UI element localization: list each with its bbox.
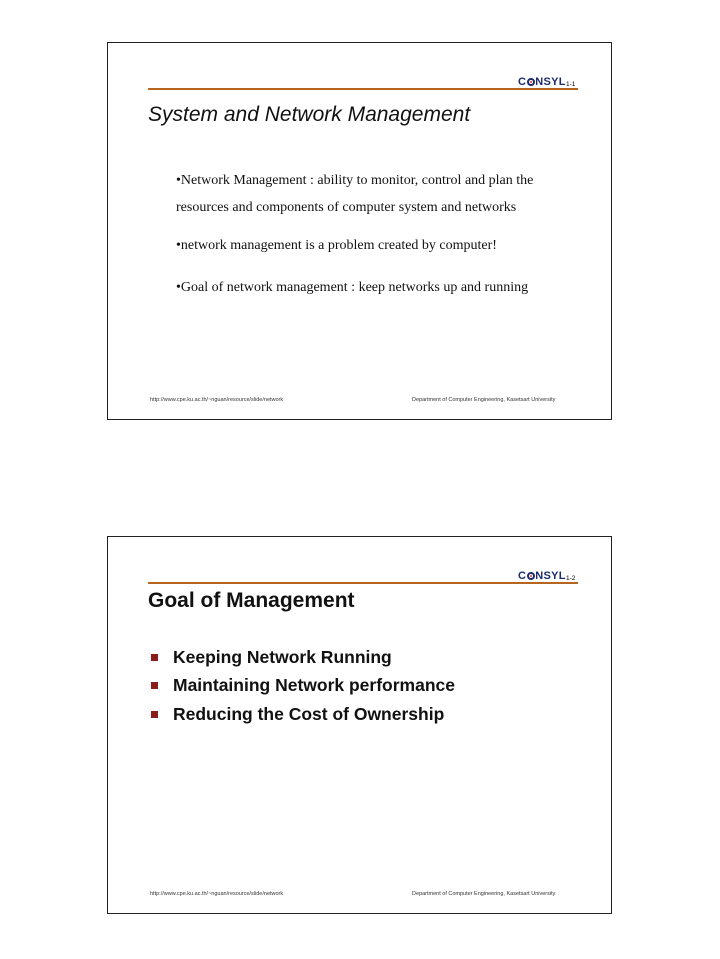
footer-url: http://www.cpe.ku.ac.th/~nguan/resource/slide/network	[150, 891, 284, 897]
consyl-logo: C NSYL	[518, 570, 566, 582]
bullet-text: Reducing the Cost of Ownership	[173, 703, 445, 724]
slide-number: 1-1	[566, 81, 576, 88]
slide-1	[107, 42, 612, 420]
bullet-text: Maintaining Network performance	[173, 675, 455, 696]
list-item	[148, 700, 455, 729]
footer-department: Department of Computer Engineering, Kasetsart University	[412, 891, 556, 897]
bullet-text: Keeping Network Running	[173, 646, 392, 667]
footer-department: Department of Computer Engineering, Kasetsart University	[412, 397, 556, 403]
slide-title: System and Network Management	[148, 103, 471, 126]
footer-url: http://www.cpe.ku.ac.th/~nguan/resource/slide/network	[150, 397, 284, 403]
paragraph-1-continued: resources and components of computer system and networks	[176, 200, 517, 215]
slide-title: Goal of Management	[148, 589, 355, 612]
square-bullet-icon	[151, 711, 158, 718]
slide-2	[107, 536, 612, 914]
paragraph-2: •network management is a problem created by computer!	[176, 238, 497, 253]
paragraph-3: •Goal of network management : keep networks up and running	[176, 280, 529, 295]
bullet-list	[148, 643, 455, 729]
list-item	[148, 672, 455, 701]
slide-number: 1-2	[566, 575, 576, 582]
title-rule	[148, 88, 578, 90]
paragraph-1: •Network Management : ability to monitor, control and plan the	[176, 173, 534, 188]
title-rule	[148, 582, 578, 584]
list-item	[148, 643, 455, 672]
consyl-logo: C NSYL	[518, 76, 566, 88]
square-bullet-icon	[151, 682, 158, 689]
square-bullet-icon	[151, 654, 158, 661]
